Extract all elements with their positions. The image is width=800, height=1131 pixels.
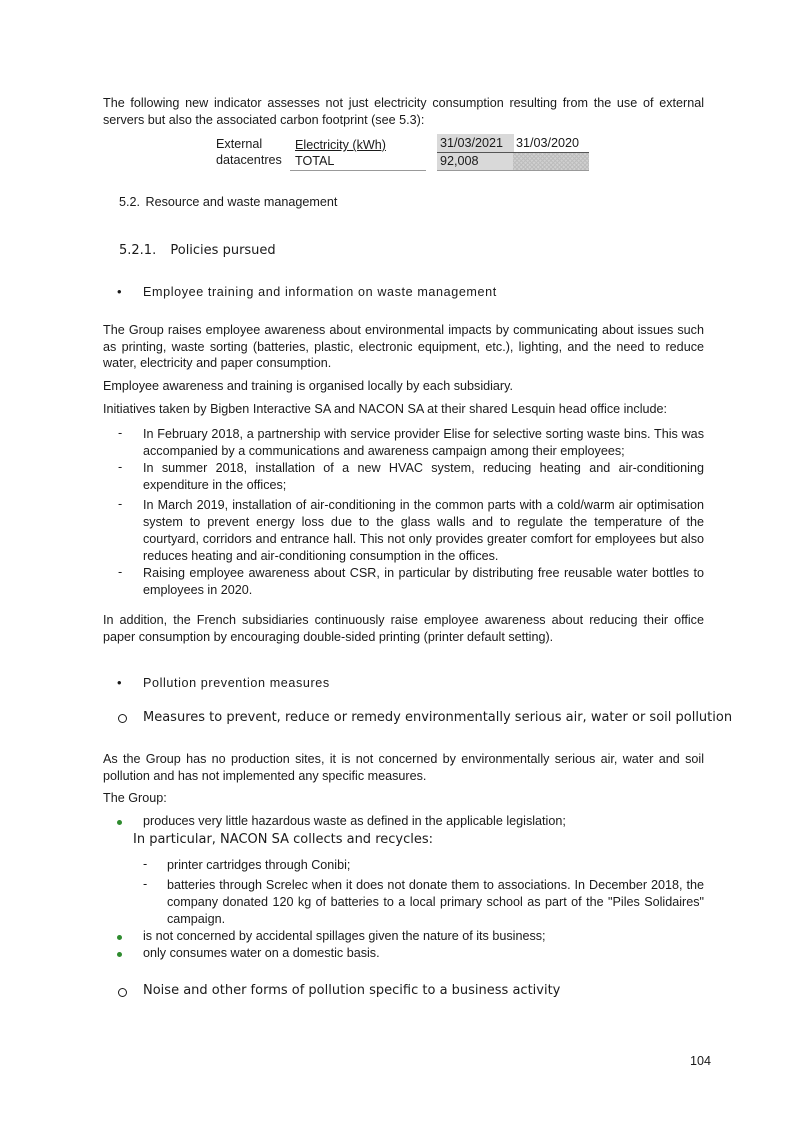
row-label-line2: datacentres — [216, 153, 282, 167]
dash-icon: - — [118, 460, 123, 474]
list-item: Raising employee awareness about CSR, in particular by distributing free reusable water bottles to employees in 2020. — [143, 566, 704, 597]
row-label-line1: External — [216, 137, 263, 151]
metric-label: Electricity (kWh) — [295, 138, 386, 152]
group-paragraph: The Group: — [103, 791, 167, 805]
list-item: In March 2019, installation of air-conditioning in the common parts with a cold/warm air optimisation system to prevent energy loss due to the glass walls and to regulate the temperature of the courtyard, corridors and entrance hall. This not only provides greater comfort for employees but also reduces heating and air-conditioning consumption in the offices. — [143, 498, 704, 563]
subsection-number: 5.2.1. — [119, 243, 157, 258]
bullet-icon: • — [117, 284, 122, 299]
table-underline-left — [290, 170, 426, 171]
green-bullet-icon — [117, 952, 122, 957]
bullet-training: Employee training and information on waste management — [143, 285, 497, 299]
no-production-paragraph: As the Group has no production sites, it is not concerned by environmentally serious air, water and soil pollution and has not implemented any specific measures. — [103, 752, 704, 783]
group-item-3: only consumes water on a domestic basis. — [143, 946, 380, 960]
page-number: 104 — [690, 1054, 712, 1068]
list-item: In February 2018, a partnership with service provider Elise for selective sorting waste bins. This was accompanied by a communications and awareness campaign among their employees; — [143, 427, 704, 458]
table-bottom-rule — [437, 170, 589, 171]
group-item-2: is not concerned by accidental spillages given the nature of its business; — [143, 929, 546, 943]
bullet-pollution: Pollution prevention measures — [143, 676, 330, 690]
subheading-noise: Noise and other forms of pollution specific to a business activity — [143, 983, 561, 998]
dash-icon: - — [143, 877, 148, 891]
group-item-1: produces very little hazardous waste as defined in the applicable legislation; — [143, 814, 566, 828]
green-bullet-icon — [117, 935, 122, 940]
paper-paragraph: In addition, the French subsidiaries continuously raise employee awareness about reducing their office paper consumption by encouraging double-sided printing (printer default setting). — [103, 613, 704, 644]
awareness-paragraph: The Group raises employee awareness about environmental impacts by communicating about issues such as printing, waste sorting (batteries, plastic, electronic equipment, etc.), lighting, and the need to reduce water, electricity and paper consumption. — [103, 323, 704, 370]
column-header-2021: 31/03/2021 — [437, 134, 514, 152]
dash-icon: - — [118, 565, 123, 579]
value-2020 — [513, 153, 589, 170]
intro-paragraph: The following new indicator assesses not just electricity consumption resulting from the use of external servers but also the associated carbon footprint (see 5.3): — [103, 96, 704, 127]
nacon-collects: In particular, NACON SA collects and recycles: — [133, 832, 433, 847]
total-label: TOTAL — [295, 154, 335, 168]
section-title: Resource and waste management — [145, 195, 338, 209]
initiatives-paragraph: Initiatives taken by Bigben Interactive SA and NACON SA at their shared Lesquin head office include: — [103, 402, 668, 416]
circle-bullet-icon — [118, 988, 127, 997]
subsection-title: Policies pursued — [170, 243, 276, 258]
section-number: 5.2. — [119, 195, 141, 209]
section-5-2-heading — [119, 195, 337, 209]
column-header-2020: 31/03/2020 — [516, 136, 580, 150]
value-2021: 92,008 — [437, 153, 514, 170]
green-bullet-icon — [117, 820, 122, 825]
list-item: batteries through Screlec when it does not donate them to associations. In December 2018, the company donated 120 kg of batteries to a local primary school as part of the "Piles Solidaires" campaign. — [167, 878, 704, 926]
list-item: In summer 2018, installation of a new HVAC system, reducing heating and air-conditioning expenditure in the offices; — [143, 461, 704, 492]
subheading-measures: Measures to prevent, reduce or remedy environmentally serious air, water or soil pollution — [143, 710, 733, 725]
dash-icon: - — [118, 426, 123, 440]
local-paragraph: Employee awareness and training is organised locally by each subsidiary. — [103, 379, 513, 393]
list-item: printer cartridges through Conibi; — [167, 858, 351, 872]
circle-bullet-icon — [118, 714, 127, 723]
dash-icon: - — [118, 497, 123, 511]
bullet-icon: • — [117, 675, 122, 690]
dash-icon: - — [143, 857, 148, 871]
section-5-2-1-heading — [119, 243, 276, 258]
